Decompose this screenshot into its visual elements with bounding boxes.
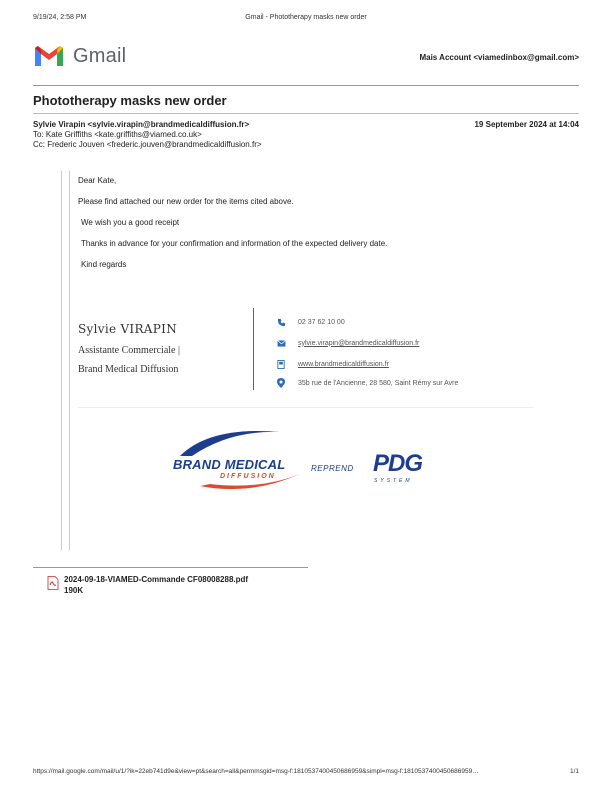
- email-to: To: Kate Griffiths <kate.griffiths@viamed.co.uk>: [33, 130, 202, 139]
- signature-email[interactable]: [276, 338, 419, 348]
- signature-address-text: 35b rue de l'Ancienne, 28 580, Saint Rémy sur Avre: [298, 379, 459, 387]
- mail-icon: [276, 338, 286, 348]
- phone-icon: [276, 317, 286, 327]
- signature-rule: [78, 407, 533, 408]
- print-title: Gmail - Phototherapy masks new order: [245, 14, 367, 21]
- signature-role: Assistante Commerciale |: [78, 345, 180, 356]
- pdg-wordmark: PDG: [373, 450, 423, 477]
- quote-border-inner: [69, 171, 70, 550]
- print-page-number: 1/1: [569, 768, 579, 775]
- body-line-1: Please find attached our new order for the items cited above.: [78, 197, 294, 206]
- print-header: [33, 14, 579, 24]
- signature-website-link[interactable]: www.brandmedicaldiffusion.fr: [298, 360, 389, 368]
- account-label: Mais Account <viamedinbox@gmail.com>: [419, 53, 579, 62]
- signature-address: [276, 378, 458, 388]
- signature-email-link[interactable]: sylvie.virapin@brandmedicaldiffusion.fr: [298, 339, 420, 347]
- attachment-name[interactable]: 2024-09-18-VIAMED-Commande CF08008288.pdf: [64, 575, 249, 584]
- body-greeting: Dear Kate,: [78, 176, 117, 185]
- attachment-size: 190K: [64, 586, 84, 595]
- signature-phone-text: 02 37 62 10 00: [298, 318, 345, 326]
- pdf-file-icon[interactable]: [47, 576, 59, 590]
- gmail-wordmark: Gmail: [73, 44, 127, 67]
- email-cc: Cc: Frederic Jouven <frederic.jouven@brandmedicaldiffusion.fr>: [33, 140, 262, 149]
- diffusion-wordmark: DIFFUSION: [220, 473, 276, 480]
- print-date: 9/19/24, 2:58 PM: [33, 14, 87, 21]
- reprend-label: REPREND: [311, 464, 354, 473]
- email-from: Sylvie Virapin <sylvie.virapin@brandmedicaldiffusion.fr>: [33, 120, 250, 129]
- body-line-3: Thanks in advance for your confirmation and information of the expected delivery date.: [81, 239, 388, 248]
- location-pin-icon: [276, 378, 286, 388]
- email-subject: Phototherapy masks new order: [33, 93, 227, 108]
- gmail-logo[interactable]: [33, 44, 126, 68]
- print-url: https://mail.google.com/mail/u/1/?ik=22eb741d9e&view=pt&search=all&permmsgid=msg-f:1810537400450686959&simpl=msg-f:1810537400450686959…: [33, 768, 479, 775]
- body-line-2: We wish you a good receipt: [81, 218, 180, 227]
- company-logos: [170, 424, 450, 499]
- brand-medical-wordmark: BRAND MEDICAL: [173, 457, 286, 472]
- signature-name: Sylvie VIRAPIN: [78, 322, 177, 336]
- subject-divider: [33, 113, 579, 114]
- signature-divider: [253, 308, 254, 390]
- signature-phone: [276, 317, 345, 327]
- body-line-4: Kind regards: [81, 260, 127, 269]
- pdg-system-wordmark: SYSTEM: [374, 478, 413, 484]
- header-divider: [33, 85, 579, 86]
- attachment-divider: [33, 567, 308, 568]
- quote-border-outer: [61, 171, 62, 550]
- signature-website[interactable]: [276, 359, 389, 369]
- gmail-m-icon: [33, 44, 65, 68]
- globe-icon: [276, 359, 286, 369]
- email-date: 19 September 2024 at 14:04: [474, 120, 579, 129]
- signature-company: Brand Medical Diffusion: [78, 364, 179, 375]
